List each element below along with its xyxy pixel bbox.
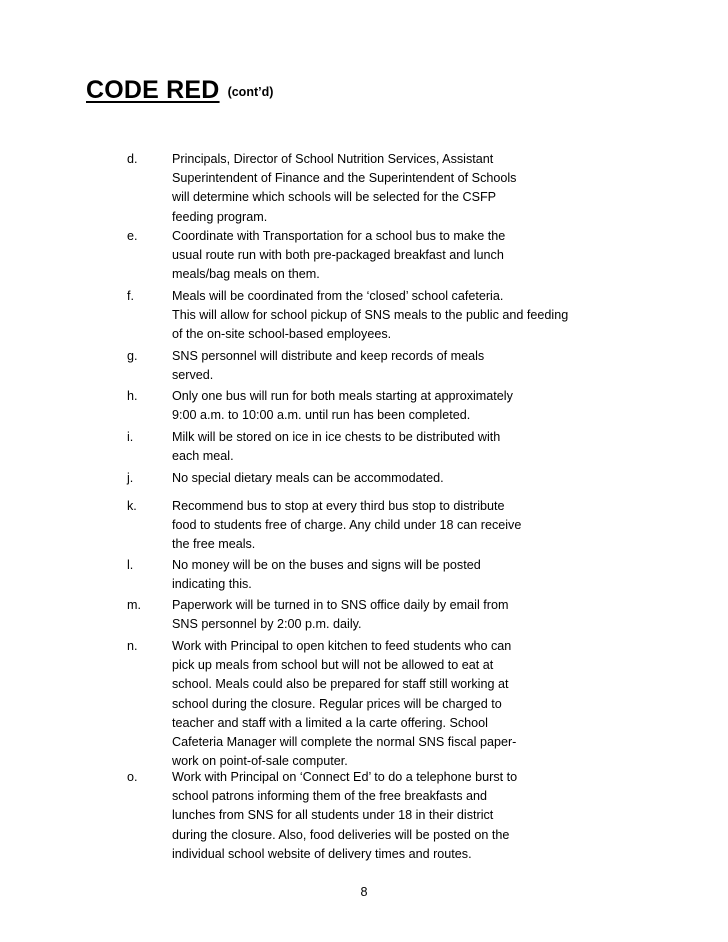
list-item-letter: j.: [127, 471, 134, 485]
list-item-letter: n.: [127, 639, 138, 653]
list-item-line: This will allow for school pickup of SNS meals to the public and feeding: [172, 308, 569, 323]
list-item-letter: d.: [127, 152, 138, 166]
list-item-text: [172, 596, 592, 634]
heading-title: CODE RED: [86, 76, 220, 104]
list-item-line: Principals, Director of School Nutrition Services, Assistant: [172, 152, 494, 166]
list-item-text: [172, 497, 592, 555]
list-item-letter: i.: [127, 430, 134, 444]
list-item-line: usual route run with both pre-packaged breakfast and lunch: [172, 248, 504, 263]
page-heading: [86, 76, 273, 105]
list-item-letter: g.: [127, 349, 138, 363]
list-item-line: Milk will be stored on ice in ice chests to be distributed with: [172, 430, 501, 444]
list-item-line: food to students free of charge. Any child under 18 can receive: [172, 518, 522, 533]
list-item-line: No money will be on the buses and signs will be posted: [172, 558, 481, 572]
list-item-line: feeding program.: [172, 209, 268, 224]
list-item-text: [172, 347, 592, 385]
list-item-letter: o.: [127, 770, 138, 784]
list-item-line: each meal.: [172, 449, 234, 464]
list-item-line: Work with Principal to open kitchen to feed students who can: [172, 639, 512, 653]
page-number: 8: [360, 885, 368, 899]
list-item-line: Coordinate with Transportation for a school bus to make the: [172, 229, 506, 243]
list-item-line: lunches from SNS for all students under 18 in their district: [172, 808, 494, 823]
list-item-line: SNS personnel will distribute and keep records of meals: [172, 349, 485, 363]
list-item-text: [172, 287, 592, 345]
heading-subtitle: (cont’d): [227, 85, 274, 99]
list-item-line: school. Meals could also be prepared for staff still working at: [172, 677, 509, 692]
list-item-text: [172, 637, 592, 771]
list-item-letter: f.: [127, 289, 134, 303]
list-item-line: meals/bag meals on them.: [172, 267, 320, 282]
list-item-line: individual school website of delivery times and routes.: [172, 846, 472, 861]
list-item-line: Only one bus will run for both meals starting at approximately: [172, 389, 513, 403]
list-item-text: [172, 768, 592, 864]
list-item-letter: k.: [127, 499, 137, 513]
list-item-line: Paperwork will be turned in to SNS office daily by email from: [172, 598, 509, 612]
list-item-letter: e.: [127, 229, 138, 243]
list-item-line: Cafeteria Manager will complete the normal SNS fiscal paper-: [172, 735, 517, 750]
list-item-line: work on point-of-sale computer.: [172, 754, 348, 769]
list-item-letter: m.: [127, 598, 141, 612]
list-item-line: pick up meals from school but will not be allowed to eat at: [172, 658, 494, 673]
list-item-line: No special dietary meals can be accommodated.: [172, 471, 444, 485]
list-item-line: Recommend bus to stop at every third bus stop to distribute: [172, 499, 505, 513]
list-item-letter: h.: [127, 389, 138, 403]
list-item-line: will determine which schools will be selected for the CSFP: [172, 190, 497, 205]
list-item-line: 9:00 a.m. to 10:00 a.m. until run has been completed.: [172, 408, 471, 423]
list-item-line: Meals will be coordinated from the ‘closed’ school cafeteria.: [172, 289, 504, 303]
list-item-text: [172, 428, 592, 466]
list-item-line: Superintendent of Finance and the Superintendent of Schools: [172, 171, 517, 186]
list-item-line: of the on-site school-based employees.: [172, 327, 392, 342]
list-item-line: the free meals.: [172, 537, 256, 552]
list-item-text: [172, 150, 592, 227]
list-item-line: served.: [172, 368, 214, 383]
list-item-text: [172, 556, 592, 594]
list-item-text: [172, 387, 592, 425]
list-item-line: indicating this.: [172, 577, 252, 592]
list-item-text: [172, 469, 592, 488]
list-item-line: SNS personnel by 2:00 p.m. daily.: [172, 617, 362, 632]
list-item-line: during the closure. Also, food deliveries will be posted on the: [172, 827, 510, 842]
list-item-line: school patrons informing them of the free breakfasts and: [172, 789, 488, 804]
list-item-line: Work with Principal on ‘Connect Ed’ to do a telephone burst to: [172, 770, 518, 784]
list-item-line: school during the closure. Regular prices will be charged to: [172, 696, 502, 711]
list-item-line: teacher and staff with a limited a la carte offering. School: [172, 715, 488, 730]
list-item-text: [172, 227, 592, 285]
list-item-letter: l.: [127, 558, 134, 572]
